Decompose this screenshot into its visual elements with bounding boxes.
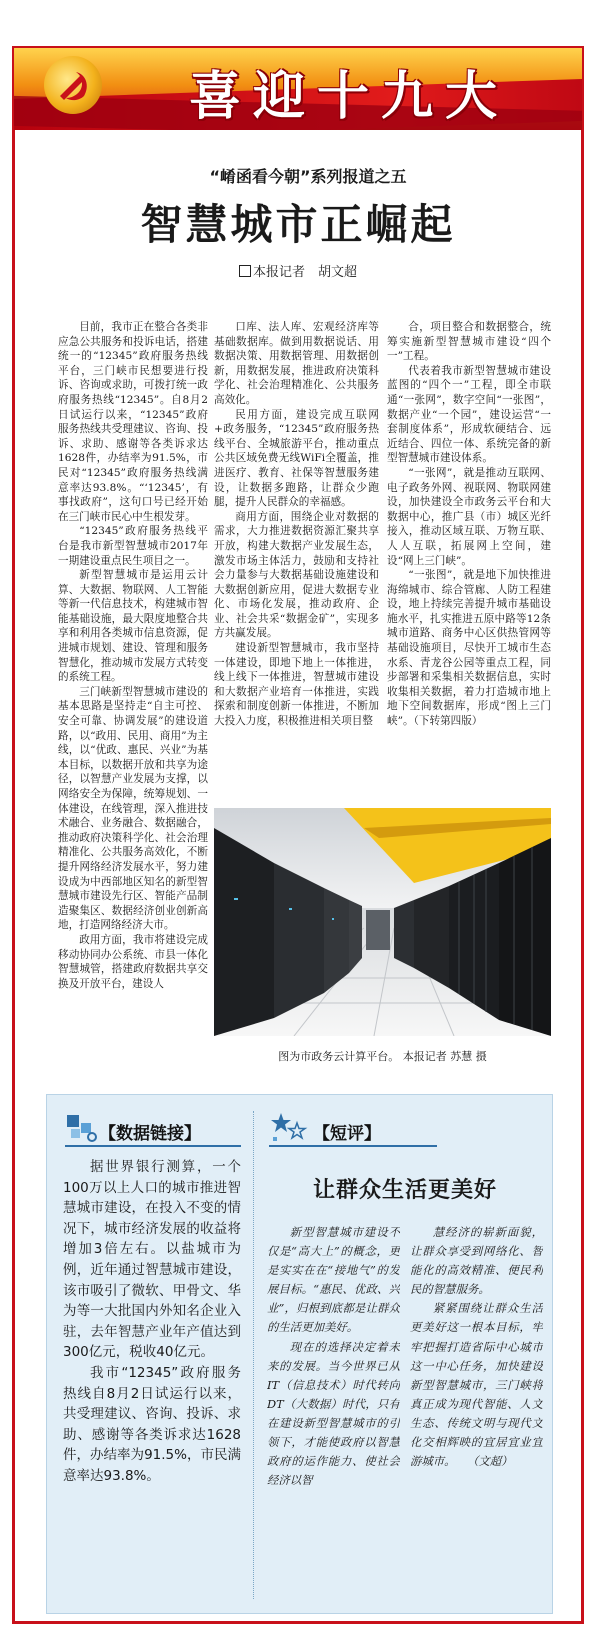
byline-box-icon [239,265,251,277]
info-box [46,1094,553,1614]
review-column-1 [267,1223,400,1603]
byline-prefix: 本报记者 [252,265,305,280]
stars-icon [269,1111,309,1149]
paragraph: “一张图”，就是地下加快推进海绵城市、综合管廊、人防工程建设，地上持续完善提升城市基础设施水平，扎实推进五原中路等12条城市道路、商务中心区供热管网等基础设施项目，尽快开工城市生态水系、青龙谷公园等重点工程，同步部署和采集相关数据信息，实时收集相关数据，着力打造城市地上地下空间数据库，形成“图上三门峡”。（下转第四版） [387,569,551,728]
paragraph: 民用方面，建设完成互联网+政务服务，“12345”政府服务热线平台、全城旅游平台，推动重点公共区域免费无线WiFi全覆盖，推进医疗、教育、社保等智慧服务建设，让数据多跑路，让群众少跑腿，提升人民群众的幸福感。 [214,408,379,509]
paragraph: 政用方面，我市将建设完成移动协同办公系统、市县一体化智慧城管，搭建政府数据共享交换及开放平台，建设人 [58,933,208,990]
review-tag: 【短评】 [313,1124,381,1144]
paragraph: 新型智慧城市是运用云计算、大数据、物联网、人工智能等新一代信息技术，构建城市智能基础设施，最大限度地整合共享和利用各类城市信息资源，促进城市规划、建设、管理和服务智慧化，推动城市发展方式转变的系统工程。 [58,569,208,684]
banner [14,48,582,130]
tag-underline [65,1145,241,1147]
paragraph: 目前，我市正在整合各类非应急公共服务和投诉电话，搭建统一的“12345”政府服务热线平台，三门峡市民想要进行投诉、咨询或求助，可拨打统一政府服务热线“12345”。自8月2日试运行以来，“12345”政府服务热线共受理建议、咨询、投诉、求助、感谢等各类诉求达1628件，办结率为91.5%，市民对“12345”政府服务热线满意率达93.8%。“‘12345’，有事找政府”，这句口号已经开始在三门峡市民心中生根发芽。 [58,321,208,523]
byline [14,261,582,280]
party-emblem-icon [44,56,102,114]
tag-underline [269,1145,437,1147]
banner-title: 喜迎十九大 [188,67,509,127]
paragraph: 三门峡新型智慧城市建设的基本思路是坚持走“自主可控、安全可靠、协调发展”的建设道路，以“政用、民用、商用”为主线，以“优政、惠民、兴业”为基本目标，以数据开放和共享为途径，以智慧产业发展为支撑，以网络安全为保障，统筹规划、一体建设，在线管理，深入推进技术融合、业务融合、数据融合，推动政府决策科学化、社会治理精准化、公共服务高效化，不断提升网络经济发展水平，努力建设成为中西部地区知名的新型智慧城市建设先行区、智能产品制造聚集区、数据经济创业创新高地，打造网络经济大市。 [58,685,208,932]
byline-author: 胡文超 [318,265,358,280]
server-room-photo [214,808,551,1036]
data-link-tag: 【数据链接】 [99,1124,201,1144]
paragraph: 新型智慧城市建设不仅是“高大上”的概念，更是实实在在“接地气”的发展目标。“惠民、优政、兴业”，归根到底都是让群众的生活更加美好。 [267,1225,400,1335]
photo-caption: 图为市政务云计算平台。 本报记者 苏慧 摄 [278,1050,487,1063]
data-cubes-icon [65,1113,99,1147]
article-column-3 [387,320,551,792]
article-column-2 [214,320,379,792]
paragraph: 商用方面，围绕企业对数据的需求，大力推进数据资源汇聚共享开放，构建大数据产业发展生态，激发市场主体活力，鼓励和支持社会力量参与大数据基础设施建设和大数据创新应用，促进大数据专业化、市场化发展，推动政府、企业、社会共采“数据金矿”，实现多方共赢发展。 [214,510,379,640]
headline: 智慧城市正崛起 [140,200,456,249]
paragraph: 口库、法人库、宏观经济库等基础数据库。做到用数据说话、用数据决策、用数据管理、用数据创新，用数据发展，推进政府决策科学化、社会治理精准化、公共服务高效化。 [214,321,379,406]
paragraph: 合，项目整合和数据整合，统筹实施新型智慧城市建设“四个一”工程。 [387,321,551,363]
paragraph: 现在的选择决定着未来的发展。当今世界已从IT（信息技术）时代转向DT（大数据）时代，只有在建设新型智慧城市的引领下，才能使政府以智慧政府的运作能力、使社会经济以智 [267,1339,400,1488]
paragraph: 慧经济的崭新面貌，让群众享受到网络化、智能化的高效精准、便民利民的智慧服务。 [410,1225,543,1297]
series-subtitle: “崤函看今朝”系列报道之五 [209,167,407,186]
paragraph: 我市“12345”政府服务热线自8月2日试运行以来，共受理建议、咨询、投诉、求助、感谢等各类诉求达1628件，办结率为91.5%，市民满意率达93.8%。 [63,1364,241,1484]
paragraph: “一张网”，就是推动互联网、电子政务外网、视联网、物联网建设，加快建设全市政务云平台和大数据中心，推广县（市）城区光纤接入，推动区域互联、万物互联、人人互联，拓展网上空间，建设“网上三门峡”。 [387,466,551,567]
article-column-1 [58,320,208,1072]
paragraph: 紧紧围绕让群众生活更美好这一根本目标，牢牢把握打造省际中心城市这一中心任务，加快建设新型智慧城市，三门峡将真正成为现代智能、人文生态、传统文明与现代文化交相辉映的宜居宜业宜游城市。 （文超） [410,1301,543,1469]
review-column-2 [410,1223,543,1603]
data-link-text [63,1157,241,1597]
paragraph: 据世界银行测算，一个100万以上人口的城市推进智慧城市建设，在投入不变的情况下，城市经济发展的收益将增加3倍左右。以盐城市为例，近年通过智慧城市建设，该市吸引了微软、甲骨文、华为等一大批国内外知名企业入驻，去年智慧产业年产值达到300亿元，税收40亿元。 [63,1159,241,1361]
paragraph: 建设新型智慧城市，我市坚持一体建设，即地下地上一体推进，线上线下一体推进，智慧城市建设和大数据产业培育一体推进，实践探索和制度创新一体推进，不断加大投入力度，积极推进相关项目整 [214,642,379,728]
column-divider [253,1111,254,1599]
paragraph: 代表着我市新型智慧城市建设蓝图的“四个一”工程，即全市联通“一张网”，数字空间“一张图”，数据产业“一个园”，建设运营“一套制度体系”，形成软硬结合、远近结合、四位一体、系统完备的新型智慧城市建设体系。 [387,364,551,465]
paragraph: “12345”政府服务热线平台是我市新型智慧城市2017年一期建设重点民生项目之一。 [58,525,208,567]
review-title: 让群众生活更美好 [312,1178,497,1203]
